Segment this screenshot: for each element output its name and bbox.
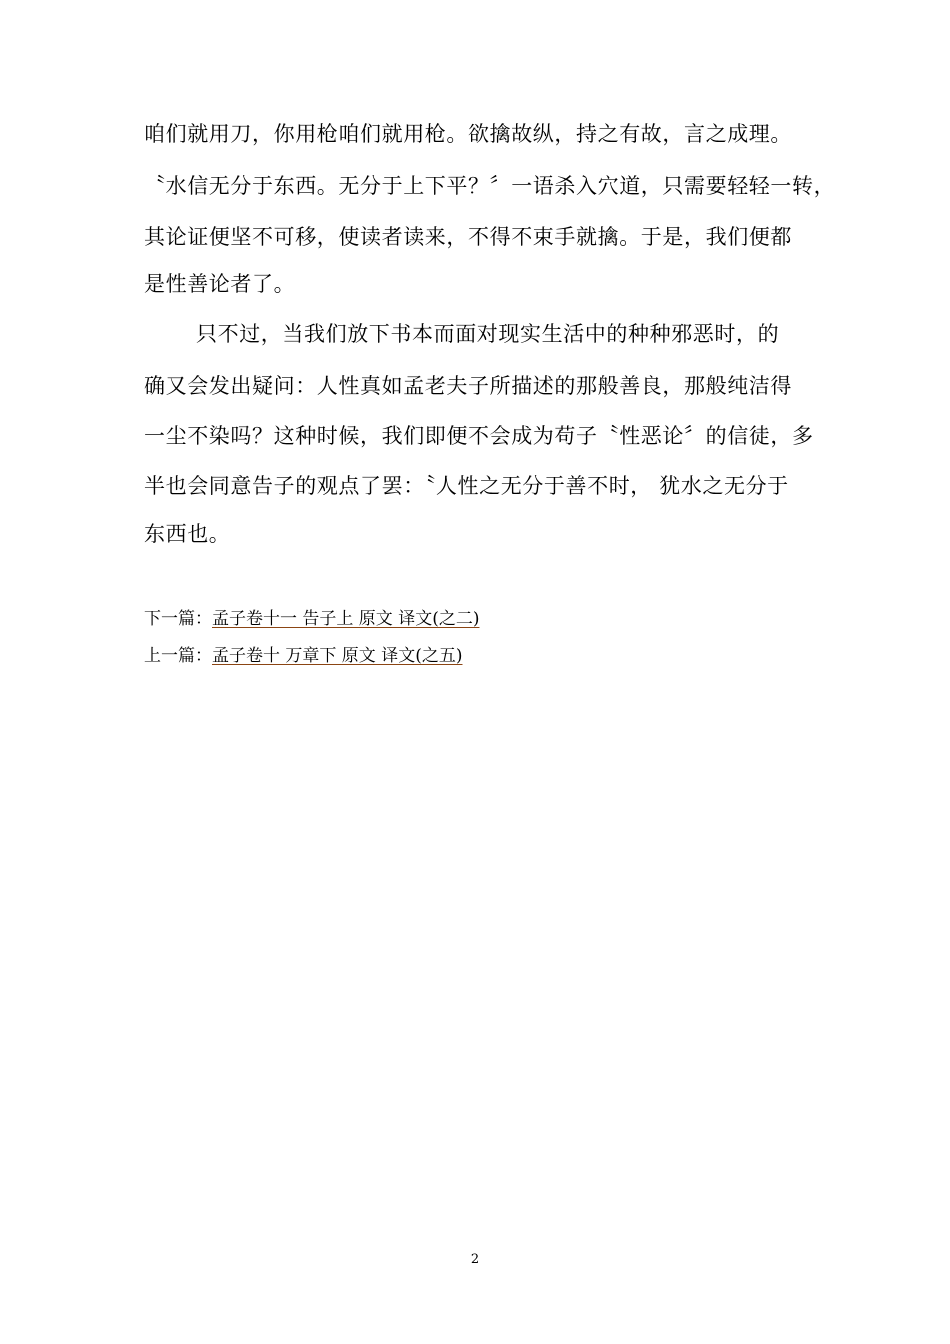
text-line: 其论证便坚不可移，使读者读来，不得不束手就擒。于是，我们便都 [144, 225, 792, 249]
text-line: 东西也。 [144, 522, 231, 546]
next-article-link[interactable]: 孟子卷十一 告子上 原文 译文(之二) [212, 609, 480, 629]
next-article-nav [144, 609, 479, 629]
text-line: 确又会发出疑问：人性真如孟老夫子所描述的那般善良，那般纯洁得 [144, 374, 792, 398]
text-line: 咱们就用刀，你用枪咱们就用枪。欲擒故纵，持之有故，言之成理。 [144, 122, 792, 146]
text-line: 只不过，当我们放下书本而面对现实生活中的种种邪恶时，的 [196, 322, 780, 346]
next-article-label: 下一篇： [144, 609, 212, 629]
prev-article-link[interactable]: 孟子卷十 万章下 原文 译文(之五) [212, 646, 463, 666]
text-line: 是性善论者了。 [144, 272, 296, 296]
prev-article-nav [144, 646, 462, 666]
text-line: 半也会同意告子的观点了罢：〝人性之无分于善不时， 犹水之无分于 [144, 474, 789, 498]
prev-article-label: 上一篇： [144, 646, 212, 666]
text-line: 〝水信无分于东西。无分于上下平？〞一语杀入穴道，只需要轻轻一转， [144, 174, 836, 198]
text-line: 一尘不染吗？这种时候，我们即便不会成为苟子〝性恶论〞的信徒，多 [144, 424, 814, 448]
page-number: 2 [470, 1252, 480, 1267]
